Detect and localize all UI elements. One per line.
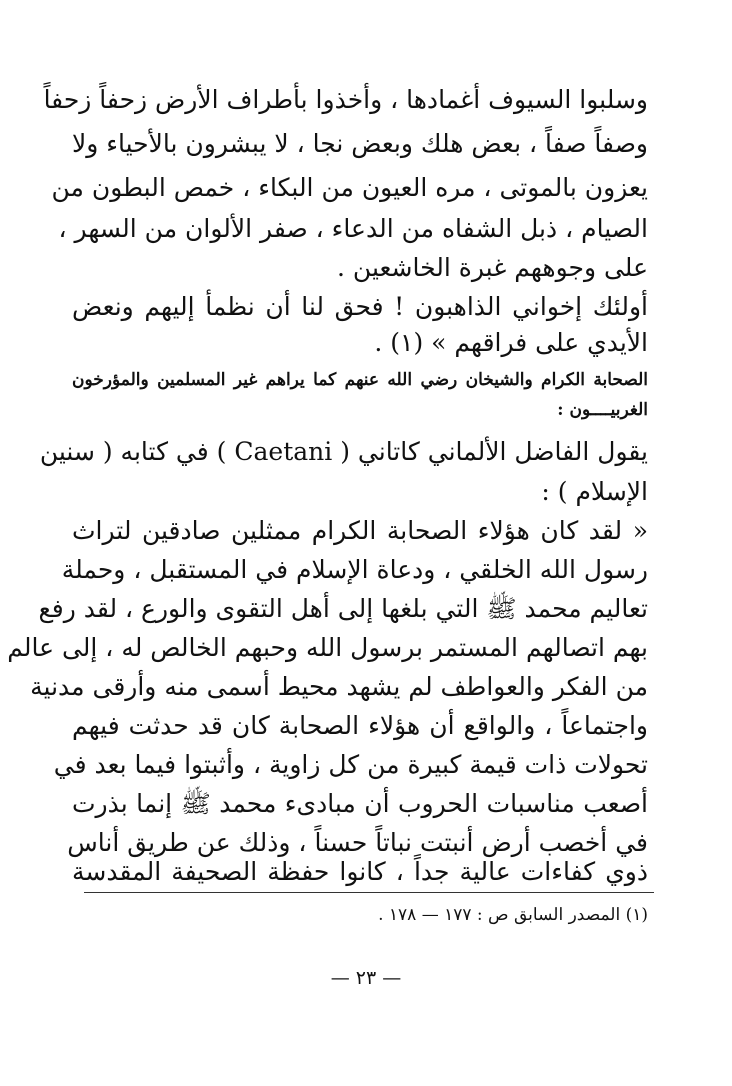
quote-line: تحولات ذات قيمة كبيرة من كل زاوية ، وأثبتوا فيما بعد في [53,750,648,779]
quote-line: من الفكر والعواطف لم يشهد محيط أسمى منه وأرقى مدنية [30,672,648,701]
quote-line: أصعب مناسبات الحروب أن مبادىء محمد ﷺ إنما بذرت [72,789,648,818]
text-line: الصيام ، ذبل الشفاه من الدعاء ، صفر الألوان من السهر ، [58,214,648,243]
quote-line: واجتماعاً ، والواقع أن هؤلاء الصحابة كان قد حدثت فيهم [72,711,648,740]
section-heading: الغربيــــون : [557,400,648,420]
text-line: وسلبوا السيوف أغمادها ، وأخذوا بأطراف الأرض زحفاً زحفاً [43,85,648,114]
quote-line: تعاليم محمد ﷺ التي بلغها إلى أهل التقوى والورع ، لقد رفع [38,594,648,623]
footnote: (١) المصدر السابق ص : ١٧٧ — ١٧٨ . [378,905,648,925]
text-line: يعزون بالموتى ، مره العيون من البكاء ، خمص البطون من [51,173,648,202]
text-line: الإسلام ) : [541,477,648,506]
quote-line: بهم اتصالهم المستمر برسول الله وحبهم الخالص له ، إلى عالم [7,633,648,662]
section-heading: الصحابة الكرام والشيخان رضي الله عنهم كما يراهم غير المسلمين والمؤرخون [72,370,648,390]
footnote-divider [84,892,654,893]
text-line: يقول الفاضل الألماني كاتاني ( Caetani ) في كتابه ( سنين [39,437,648,466]
quote-line: رسول الله الخلقي ، ودعاة الإسلام في المستقبل ، وحملة [61,555,648,584]
quote-line: ذوي كفاءات عالية جداً ، كانوا حفظة الصحيفة المقدسة [72,857,648,886]
text-line: أولئك إخواني الذاهبون ! فحق لنا أن نظمأ إليهم ونعض [72,292,648,321]
quote-line: في أخصب أرض أنبتت نباتاً حسناً ، وذلك عن طريق أناس [67,828,648,857]
page-number: — ٢٣ — [330,967,402,989]
text-line: على وجوههم غبرة الخاشعين . [337,253,648,282]
text-line: الأيدي على فراقهم » (١) . [374,328,648,357]
quote-line: « لقد كان هؤلاء الصحابة الكرام ممثلين صادقين لتراث [72,516,648,545]
text-line: وصفاً صفاً ، بعض هلك وبعض نجا ، لا يبشرون بالأحياء ولا [71,129,648,158]
